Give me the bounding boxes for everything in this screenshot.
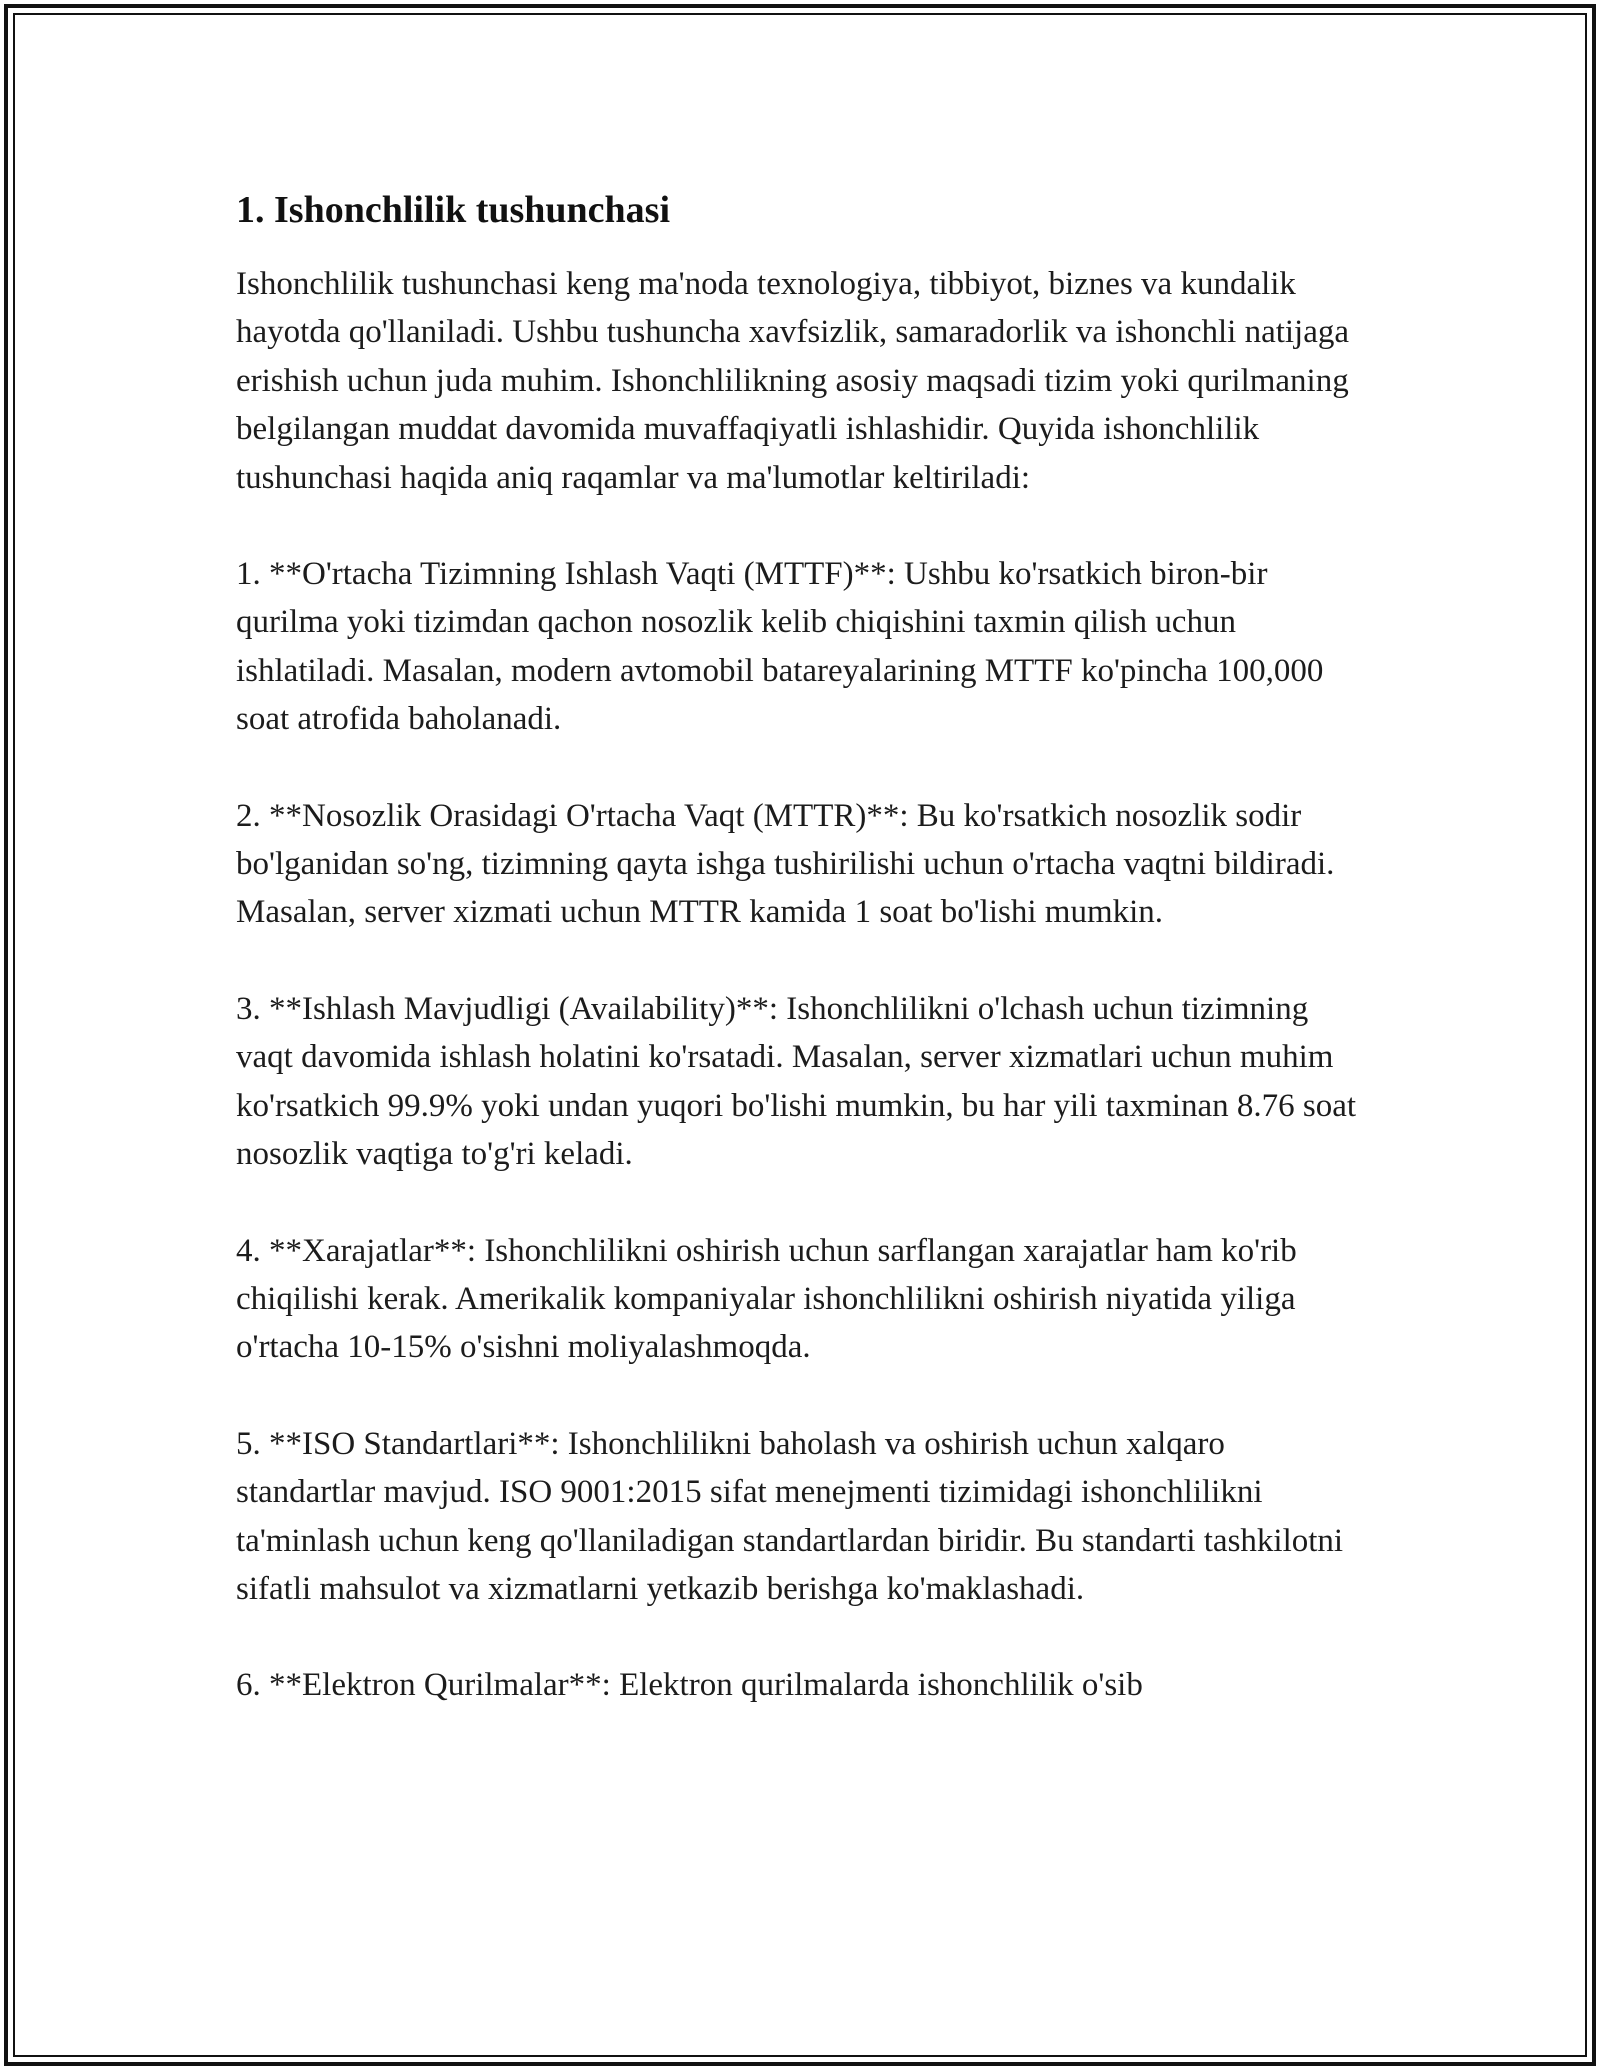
- item-iso-paragraph: 5. **ISO Standartlari**: Ishonchlilikni baholash va oshirish uchun xalqaro standartlar mavjud. ISO 9001:2015 sifat menejmenti tizimidagi ishonchlilikni ta'minlash uchun keng qo'llaniladigan standartlardan biridir. Bu standarti tashkilotni sifatli mahsulot va xizmatlarni yetkazib berishga ko'maklashadi.: [236, 1425, 1344, 1607]
- item-availability-paragraph: 3. **Ishlash Mavjudligi (Availability)**: Ishonchlilikni o'lchash uchun tizimning vaqt davomida ishlash holatini ko'rsatadi. Masalan, server xizmatlari uchun muhim ko'rsatkich 99.9% yoki undan yuqori bo'lishi mumkin, bu har yili taxminan 8.76 soat nosozlik vaqtiga to'g'ri keladi.: [236, 990, 1357, 1173]
- item-electronics-paragraph: 6. **Elektron Qurilmalar**: Elektron qurilmalarda ishonchlilik o'sib: [236, 1667, 1143, 1704]
- item-costs-paragraph: 4. **Xarajatlar**: Ishonchlilikni oshirish uchun sarflangan xarajatlar ham ko'rib chiqilishi kerak. Amerikalik kompaniyalar ishonchlilikni oshirish niyatida yiliga o'rtacha 10-15% o'sishni moliyalashmoqda.: [236, 1232, 1297, 1366]
- document-body: [236, 186, 1360, 1758]
- section-heading: 1. Ishonchlilik tushunchasi: [236, 189, 671, 231]
- item-mttf-paragraph: 1. **O'rtacha Tizimning Ishlash Vaqti (MTTF)**: Ushbu ko'rsatkich biron-bir qurilma yoki tizimdan qachon nosozlik kelib chiqishini taxmin qilish uchun ishlatiladi. Masalan, modern avtomobil batareyalarining MTTF ko'pincha 100,000 soat atrofida baholanadi.: [236, 556, 1324, 738]
- item-mttr-paragraph: 2. **Nosozlik Orasidagi O'rtacha Vaqt (MTTR)**: Bu ko'rsatkich nosozlik sodir bo'lganidan so'ng, tizimning qayta ishga tushirilishi uchun o'rtacha vaqtni bildiradi. Masalan, server xizmati uchun MTTR kamida 1 soat bo'lishi mumkin.: [236, 797, 1335, 931]
- intro-paragraph: Ishonchlilik tushunchasi keng ma'noda texnologiya, tibbiyot, biznes va kundalik hayotda qo'llaniladi. Ushbu tushuncha xavfsizlik, samaradorlik va ishonchli natijaga erishish uchun juda muhim. Ishonchlilikning asosiy maqsadi tizim yoki qurilmaning belgilangan muddat davomida muvaffaqiyatli ishlashidir. Quyida ishonchlilik tushunchasi haqida aniq raqamlar va ma'lumotlar keltiriladi:: [236, 266, 1350, 496]
